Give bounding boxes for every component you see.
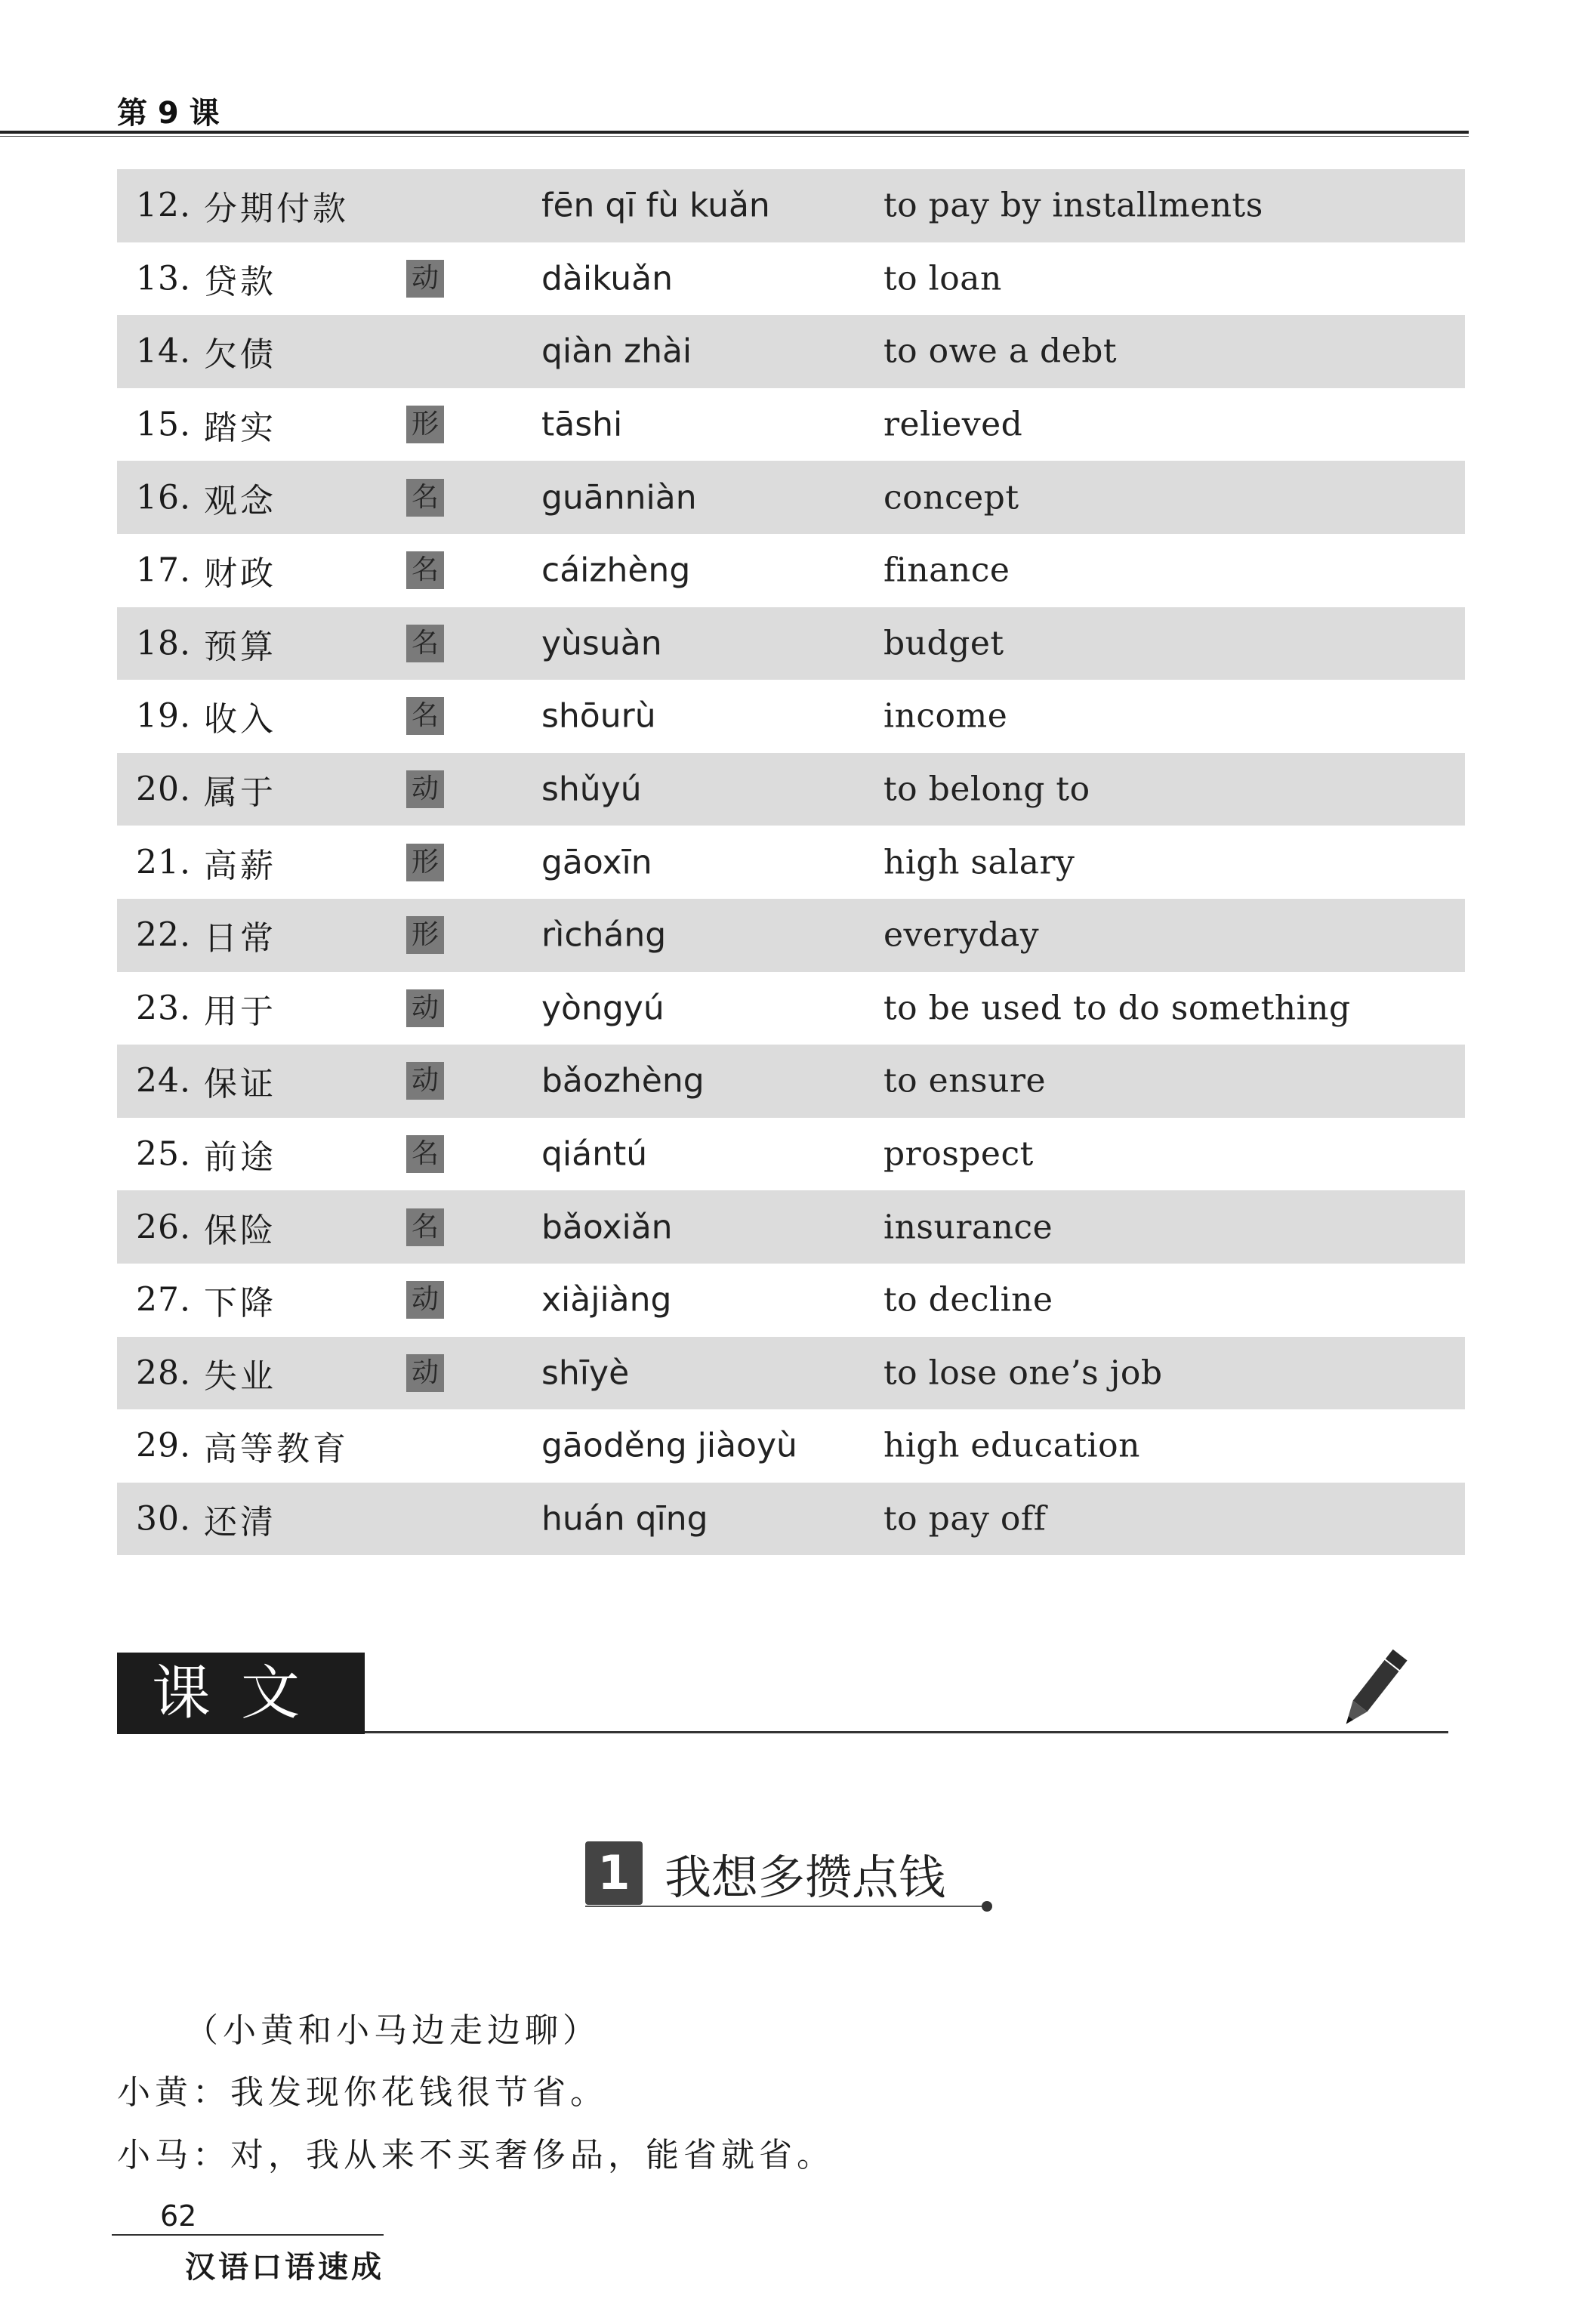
vocab-english: to owe a debt: [883, 332, 1118, 371]
vocab-number: 27.: [136, 1280, 191, 1319]
vocab-number: 16.: [136, 478, 191, 517]
section-divider: [365, 1731, 1448, 1733]
vocab-word: 高等教育: [204, 1430, 349, 1469]
vocab-word: 财政: [204, 554, 276, 594]
part-of-speech-badge: 动: [406, 1281, 444, 1319]
part-of-speech-badge: 形: [406, 916, 444, 954]
vocab-pinyin: qiántú: [541, 1134, 648, 1174]
part-of-speech-badge: 动: [406, 260, 444, 298]
vocab-word: 下降: [204, 1284, 276, 1323]
part-of-speech-badge: 名: [406, 551, 444, 589]
vocab-english: to ensure: [883, 1061, 1047, 1100]
part-of-speech-badge: 动: [406, 770, 444, 808]
vocab-pinyin: cáizhèng: [541, 551, 691, 590]
vocab-word: 属于: [204, 773, 276, 813]
vocab-word: 失业: [204, 1356, 276, 1396]
vocab-pinyin: yùsuàn: [541, 624, 662, 663]
vocab-pinyin: tāshi: [541, 405, 623, 444]
vocab-english: relieved: [883, 405, 1023, 444]
dialogue-title-underline: [585, 1906, 985, 1907]
vocab-number: 12.: [136, 186, 191, 225]
vocab-word: 收入: [204, 700, 276, 739]
vocab-number: 19.: [136, 696, 191, 736]
vocab-pinyin: bǎozhèng: [541, 1061, 705, 1100]
part-of-speech-badge: 形: [406, 406, 444, 443]
vocab-row: [117, 1409, 1465, 1483]
vocab-number: 15.: [136, 405, 191, 444]
stage-direction: （小黄和小马边走边聊）: [185, 2011, 600, 2050]
vocabulary-table: [117, 169, 1465, 1555]
vocab-pinyin: qiàn zhài: [541, 332, 692, 371]
vocab-row: [117, 1045, 1465, 1118]
vocab-pinyin: shǔyú: [541, 770, 642, 809]
vocab-english: to pay off: [883, 1499, 1047, 1539]
vocab-english: income: [883, 696, 1008, 736]
vocab-english: finance: [883, 551, 1010, 590]
vocab-english: everyday: [883, 915, 1040, 955]
vocab-word: 还清: [204, 1502, 276, 1542]
vocab-pinyin: shīyè: [541, 1353, 630, 1393]
vocab-number: 18.: [136, 624, 191, 663]
vocab-word: 观念: [204, 481, 276, 520]
vocab-word: 用于: [204, 992, 276, 1031]
vocab-english: high education: [883, 1426, 1140, 1465]
vocab-row: [117, 388, 1465, 461]
vocab-pinyin: gāoděng jiàoyù: [541, 1426, 797, 1465]
vocab-word: 前途: [204, 1138, 276, 1177]
vocab-pinyin: dàikuǎn: [541, 259, 673, 298]
vocab-number: 21.: [136, 843, 191, 882]
vocab-english: to loan: [883, 259, 1002, 298]
vocab-pinyin: guānniàn: [541, 478, 697, 517]
vocab-row: [117, 1483, 1465, 1556]
vocab-word: 预算: [204, 627, 276, 666]
vocab-word: 保证: [204, 1065, 276, 1104]
vocab-pinyin: fēn qī fù kuǎn: [541, 186, 770, 225]
vocab-number: 30.: [136, 1499, 191, 1539]
vocab-row: [117, 899, 1465, 972]
vocab-row: [117, 169, 1465, 242]
vocab-word: 高薪: [204, 846, 276, 885]
vocab-row: [117, 242, 1465, 316]
vocab-row: [117, 1190, 1465, 1264]
section-title: 课文: [117, 1653, 365, 1734]
lesson-header: 第 9 课: [117, 96, 220, 131]
vocab-pinyin: yòngyú: [541, 989, 665, 1028]
vocab-row: [117, 680, 1465, 753]
book-title: 汉语口语速成: [185, 2249, 384, 2285]
footer-divider: [112, 2234, 384, 2236]
dialogue-line: 小黄：我发现你花钱很节省。: [117, 2073, 608, 2112]
vocab-number: 28.: [136, 1353, 191, 1393]
vocab-number: 25.: [136, 1134, 191, 1174]
vocab-row: [117, 315, 1465, 388]
vocab-english: prospect: [883, 1134, 1034, 1174]
vocab-number: 20.: [136, 770, 191, 809]
vocab-number: 26.: [136, 1208, 191, 1247]
vocab-row: [117, 461, 1465, 534]
vocab-number: 22.: [136, 915, 191, 955]
part-of-speech-badge: 名: [406, 1208, 444, 1246]
vocab-number: 13.: [136, 259, 191, 298]
vocab-row: [117, 972, 1465, 1045]
part-of-speech-badge: 名: [406, 1135, 444, 1173]
vocab-word: 欠债: [204, 335, 276, 375]
vocab-english: high salary: [883, 843, 1075, 882]
dialogue-title-dot: [982, 1901, 992, 1912]
vocab-row: [117, 534, 1465, 607]
vocab-pinyin: rìcháng: [541, 915, 667, 955]
part-of-speech-badge: 名: [406, 479, 444, 517]
vocab-pinyin: huán qīng: [541, 1499, 708, 1539]
vocab-row: [117, 1337, 1465, 1410]
part-of-speech-badge: 动: [406, 1062, 444, 1100]
vocab-row: [117, 1264, 1465, 1337]
header-divider-thin: [0, 136, 1469, 137]
vocab-number: 23.: [136, 989, 191, 1028]
vocab-number: 24.: [136, 1061, 191, 1100]
page-number: 62: [160, 2199, 197, 2233]
vocab-pinyin: shōurù: [541, 696, 656, 736]
vocab-number: 29.: [136, 1426, 191, 1465]
vocab-word: 分期付款: [204, 190, 349, 229]
header-divider: [0, 131, 1469, 134]
vocab-english: insurance: [883, 1208, 1053, 1247]
vocab-english: to be used to do something: [883, 989, 1351, 1028]
dialogue-number-badge: 1: [585, 1841, 643, 1905]
vocab-pinyin: xiàjiàng: [541, 1280, 672, 1319]
pencil-icon: [1331, 1645, 1414, 1734]
vocab-row: [117, 1118, 1465, 1191]
vocab-english: to pay by installments: [883, 186, 1263, 225]
vocab-number: 14.: [136, 332, 191, 371]
vocab-word: 踏实: [204, 409, 276, 448]
vocab-row: [117, 607, 1465, 681]
part-of-speech-badge: 形: [406, 844, 444, 881]
vocab-pinyin: bǎoxiǎn: [541, 1208, 673, 1247]
vocab-word: 贷款: [204, 262, 276, 301]
vocab-number: 17.: [136, 551, 191, 590]
vocab-word: 保险: [204, 1211, 276, 1250]
part-of-speech-badge: 动: [406, 1354, 444, 1392]
vocab-word: 日常: [204, 919, 276, 958]
vocab-row: [117, 753, 1465, 826]
vocab-english: concept: [883, 478, 1019, 517]
vocab-english: to decline: [883, 1280, 1053, 1319]
part-of-speech-badge: 动: [406, 989, 444, 1027]
vocab-english: to belong to: [883, 770, 1090, 809]
vocab-row: [117, 826, 1465, 899]
vocab-english: to lose one’s job: [883, 1353, 1163, 1393]
part-of-speech-badge: 名: [406, 625, 444, 662]
dialogue-title: 我想多攒点钱: [665, 1850, 946, 1905]
part-of-speech-badge: 名: [406, 697, 444, 735]
dialogue-line: 小马：对，我从来不买奢侈品，能省就省。: [117, 2136, 834, 2174]
vocab-pinyin: gāoxīn: [541, 843, 652, 882]
vocab-english: budget: [883, 624, 1004, 663]
